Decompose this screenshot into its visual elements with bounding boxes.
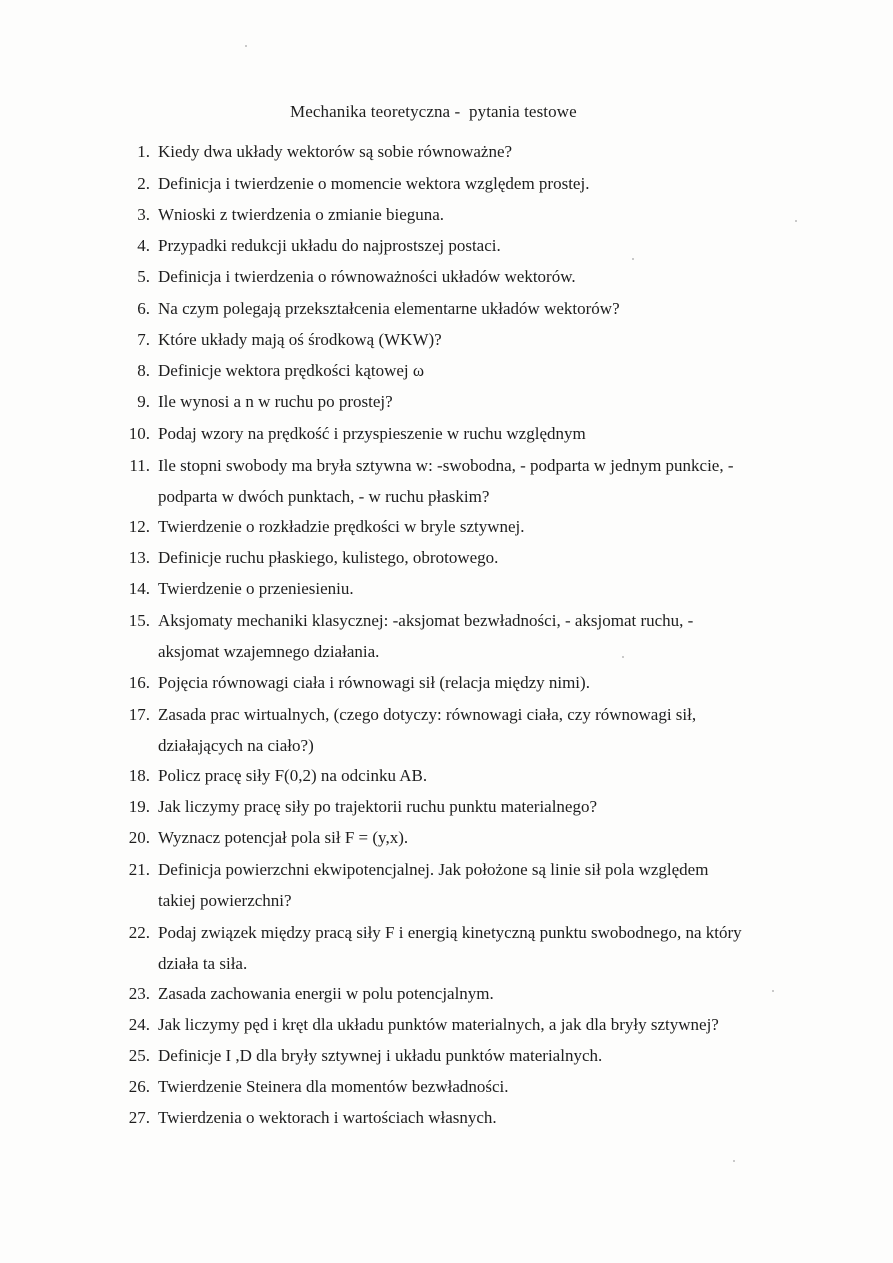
question-text: Wyznacz potencjał pola sił F = (y,x). (158, 828, 409, 847)
question-text: Zasada zachowania energii w polu potencjalnym. (158, 984, 494, 1003)
question-text: Ile wynosi a n w ruchu po prostej? (158, 392, 393, 411)
question-number: 10. (128, 424, 150, 443)
question-text: działa ta siła. (158, 954, 248, 973)
question-item (128, 979, 494, 1009)
question-item (128, 854, 709, 916)
question-text: Twierdzenie o rozkładzie prędkości w bryle sztywnej. (158, 517, 525, 536)
question-number: 9. (137, 392, 150, 411)
scan-speck (733, 1160, 735, 1162)
question-number: 6. (137, 299, 150, 318)
question-item (128, 668, 590, 698)
scan-speck (622, 656, 624, 658)
question-item (128, 792, 598, 822)
question-item (128, 823, 409, 853)
question-number: 26. (128, 1077, 150, 1096)
question-item (128, 512, 525, 542)
question-text: Policz pracę siły F(0,2) na odcinku AB. (158, 766, 428, 785)
question-item (137, 294, 620, 324)
question-item (137, 387, 393, 417)
question-text: Definicja i twierdzenie o momencie wektora względem prostej. (158, 174, 590, 193)
question-number: 7. (137, 330, 150, 349)
question-item (128, 1103, 497, 1133)
question-number: 22. (128, 923, 150, 942)
question-number: 25. (128, 1046, 150, 1065)
question-item (129, 450, 734, 512)
question-text: Podaj wzory na prędkość i przyspieszenie w ruchu względnym (158, 424, 586, 443)
question-number: 3. (137, 205, 150, 224)
question-text: Aksjomaty mechaniki klasycznej: -aksjomat bezwładności, - aksjomat ruchu, - (158, 611, 694, 630)
question-number: 14. (128, 579, 150, 598)
question-item (128, 574, 354, 604)
question-text: Jak liczymy pęd i kręt dla układu punktów materialnych, a jak dla bryły sztywnej? (158, 1015, 719, 1034)
question-item (137, 231, 501, 261)
question-number: 23. (128, 984, 150, 1003)
question-number: 16. (128, 673, 150, 692)
question-number: 24. (128, 1015, 150, 1034)
question-text: Ile stopni swobody ma bryła sztywna w: -swobodna, - podparta w jednym punkcie, - (158, 456, 734, 475)
question-number: 19. (128, 797, 150, 816)
question-item (137, 356, 425, 386)
question-item (128, 1041, 603, 1071)
question-number: 21. (128, 860, 150, 879)
page-title: Mechanika teoretyczna - pytania testowe (290, 102, 577, 121)
question-text: Definicja powierzchni ekwipotencjalnej. Jak położone są linie sił pola względem (158, 860, 709, 879)
question-item (128, 917, 742, 979)
question-number: 20. (128, 828, 150, 847)
question-text: Podaj związek między pracą siły F i energią kinetyczną punktu swobodnego, na który (158, 923, 742, 942)
question-text: Jak liczymy pracę siły po trajektorii ruchu punktu materialnego? (158, 797, 598, 816)
scan-speck (772, 990, 774, 992)
question-text: Twierdzenie Steinera dla momentów bezwładności. (158, 1077, 509, 1096)
question-item (128, 419, 586, 449)
question-number: 12. (128, 517, 150, 536)
question-text: Wnioski z twierdzenia o zmianie bieguna. (158, 205, 445, 224)
question-number: 13. (128, 548, 150, 567)
question-number: 2. (137, 174, 150, 193)
question-number: 5. (137, 267, 150, 286)
question-number: 8. (137, 361, 150, 380)
scan-speck (245, 45, 247, 47)
question-text: Przypadki redukcji układu do najprostszej postaci. (158, 236, 501, 255)
question-item (137, 169, 590, 199)
question-item (128, 543, 499, 573)
question-number: 4. (137, 236, 150, 255)
question-item (128, 1010, 719, 1040)
question-item (128, 605, 694, 667)
question-text: Pojęcia równowagi ciała i równowagi sił (relacja między nimi). (158, 673, 590, 692)
question-item (128, 699, 697, 761)
question-number: 1. (137, 142, 150, 161)
question-number: 27. (128, 1108, 150, 1127)
question-text: Kiedy dwa układy wektorów są sobie równoważne? (158, 142, 513, 161)
question-text: aksjomat wzajemnego działania. (158, 642, 380, 661)
question-item (137, 137, 513, 167)
question-text: Twierdzenie o przeniesieniu. (158, 579, 354, 598)
question-text: Definicja i twierdzenia o równoważności układów wektorów. (158, 267, 576, 286)
question-text: takiej powierzchni? (158, 891, 292, 910)
scan-speck (632, 258, 634, 260)
question-text: podparta w dwóch punktach, - w ruchu płaskim? (158, 487, 490, 506)
question-item (128, 761, 428, 791)
question-number: 15. (128, 611, 150, 630)
question-item (137, 200, 445, 230)
question-text: Definicje ruchu płaskiego, kulistego, obrotowego. (158, 548, 499, 567)
question-item (137, 262, 576, 292)
question-text: Które układy mają oś środkową (WKW)? (158, 330, 442, 349)
question-text: Na czym polegają przekształcenia elementarne układów wektorów? (158, 299, 620, 318)
question-item (128, 1072, 509, 1102)
question-number: 18. (128, 766, 150, 785)
question-text: Zasada prac wirtualnych, (czego dotyczy: równowagi ciała, czy równowagi sił, (158, 705, 697, 724)
scan-speck (795, 220, 797, 222)
question-item (137, 325, 442, 355)
question-number: 17. (128, 705, 150, 724)
question-text: Definicje wektora prędkości kątowej ω (158, 361, 425, 380)
question-text: działających na ciało?) (158, 736, 314, 755)
question-number: 11. (129, 456, 150, 475)
question-text: Twierdzenia o wektorach i wartościach własnych. (158, 1108, 497, 1127)
question-text: Definicje I ,D dla bryły sztywnej i układu punktów materialnych. (158, 1046, 603, 1065)
